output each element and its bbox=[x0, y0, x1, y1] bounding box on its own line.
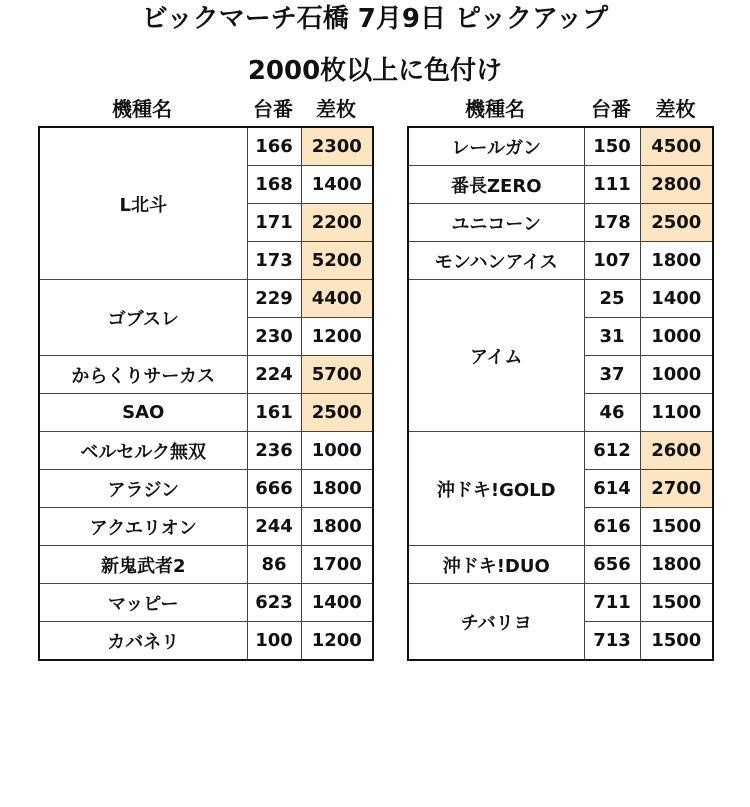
left-header-diff: 差枚 bbox=[316, 97, 356, 121]
machine-name-cell: アラジン bbox=[39, 470, 247, 508]
machine-number-cell: 229 bbox=[247, 280, 301, 318]
table-row bbox=[408, 204, 713, 242]
table-row bbox=[39, 508, 373, 546]
machine-number-cell: 244 bbox=[247, 508, 301, 546]
coin-diff-cell: 1700 bbox=[301, 546, 373, 584]
table-row bbox=[408, 127, 713, 166]
machine-name-cell: モンハンアイス bbox=[408, 242, 584, 280]
page-title: ビックマーチ石橋 7月9日 ピックアップ bbox=[141, 4, 609, 34]
coin-diff-cell: 1400 bbox=[301, 166, 373, 204]
machine-number-cell: 171 bbox=[247, 204, 301, 242]
table-row bbox=[39, 546, 373, 584]
machine-number-cell: 616 bbox=[584, 508, 640, 546]
machine-name-cell: ベルセルク無双 bbox=[39, 432, 247, 470]
coin-diff-cell: 2500 bbox=[301, 394, 373, 432]
machine-number-cell: 173 bbox=[247, 242, 301, 280]
coin-diff-cell: 2200 bbox=[301, 204, 373, 242]
machine-name-cell: からくりサーカス bbox=[39, 356, 247, 394]
machine-number-cell: 623 bbox=[247, 584, 301, 622]
machine-name-cell: ゴブスレ bbox=[39, 280, 247, 356]
machine-name-cell: ユニコーン bbox=[408, 204, 584, 242]
coin-diff-cell: 1000 bbox=[301, 432, 373, 470]
table-row bbox=[408, 584, 713, 622]
table-row bbox=[39, 280, 373, 318]
coin-diff-cell: 1200 bbox=[301, 318, 373, 356]
machine-name-cell: レールガン bbox=[408, 127, 584, 166]
machine-number-cell: 166 bbox=[247, 127, 301, 166]
coin-diff-cell: 2500 bbox=[640, 204, 713, 242]
coin-diff-cell: 1500 bbox=[640, 584, 713, 622]
machine-number-cell: 711 bbox=[584, 584, 640, 622]
coin-diff-cell: 2800 bbox=[640, 166, 713, 204]
machine-number-cell: 161 bbox=[247, 394, 301, 432]
machine-name-cell: 沖ドキ!GOLD bbox=[408, 432, 584, 546]
machine-number-cell: 612 bbox=[584, 432, 640, 470]
machine-number-cell: 31 bbox=[584, 318, 640, 356]
coin-diff-cell: 1500 bbox=[640, 508, 713, 546]
machine-number-cell: 168 bbox=[247, 166, 301, 204]
machine-number-cell: 236 bbox=[247, 432, 301, 470]
coin-diff-cell: 1000 bbox=[640, 356, 713, 394]
table-row bbox=[39, 622, 373, 661]
coin-diff-cell: 4400 bbox=[301, 280, 373, 318]
coin-diff-cell: 1800 bbox=[640, 546, 713, 584]
machine-name-cell: アクエリオン bbox=[39, 508, 247, 546]
table-row bbox=[39, 470, 373, 508]
machine-number-cell: 107 bbox=[584, 242, 640, 280]
page-subtitle: 2000枚以上に色付け bbox=[247, 56, 503, 86]
table-row bbox=[39, 394, 373, 432]
coin-diff-cell: 1800 bbox=[640, 242, 713, 280]
machine-number-cell: 656 bbox=[584, 546, 640, 584]
machine-name-cell: カバネリ bbox=[39, 622, 247, 661]
machine-number-cell: 86 bbox=[247, 546, 301, 584]
table-row bbox=[39, 584, 373, 622]
coin-diff-cell: 1800 bbox=[301, 470, 373, 508]
machine-name-cell: 沖ドキ!DUO bbox=[408, 546, 584, 584]
table-row bbox=[408, 166, 713, 204]
right-header-machine: 機種名 bbox=[465, 97, 525, 121]
coin-diff-cell: 4500 bbox=[640, 127, 713, 166]
machine-name-cell: 番長ZERO bbox=[408, 166, 584, 204]
coin-diff-cell: 2300 bbox=[301, 127, 373, 166]
table-row bbox=[408, 280, 713, 318]
table-row bbox=[39, 432, 373, 470]
machine-number-cell: 713 bbox=[584, 622, 640, 661]
coin-diff-cell: 1400 bbox=[301, 584, 373, 622]
left-data-table bbox=[38, 126, 374, 661]
coin-diff-cell: 5700 bbox=[301, 356, 373, 394]
machine-name-cell: L北斗 bbox=[39, 127, 247, 280]
machine-number-cell: 100 bbox=[247, 622, 301, 661]
left-header-number: 台番 bbox=[253, 97, 293, 121]
coin-diff-cell: 1800 bbox=[301, 508, 373, 546]
table-row bbox=[408, 546, 713, 584]
coin-diff-cell: 1200 bbox=[301, 622, 373, 661]
right-data-table bbox=[407, 126, 714, 661]
machine-name-cell: 新鬼武者2 bbox=[39, 546, 247, 584]
machine-number-cell: 150 bbox=[584, 127, 640, 166]
machine-number-cell: 46 bbox=[584, 394, 640, 432]
machine-number-cell: 614 bbox=[584, 470, 640, 508]
right-header-number: 台番 bbox=[591, 97, 631, 121]
coin-diff-cell: 1400 bbox=[640, 280, 713, 318]
right-header-diff: 差枚 bbox=[655, 97, 696, 121]
left-header-machine: 機種名 bbox=[112, 97, 172, 121]
coin-diff-cell: 2700 bbox=[640, 470, 713, 508]
coin-diff-cell: 1100 bbox=[640, 394, 713, 432]
coin-diff-cell: 2600 bbox=[640, 432, 713, 470]
machine-number-cell: 666 bbox=[247, 470, 301, 508]
machine-name-cell: アイム bbox=[408, 280, 584, 432]
machine-name-cell: SAO bbox=[39, 394, 247, 432]
coin-diff-cell: 1500 bbox=[640, 622, 713, 661]
machine-name-cell: チバリヨ bbox=[408, 584, 584, 661]
coin-diff-cell: 5200 bbox=[301, 242, 373, 280]
coin-diff-cell: 1000 bbox=[640, 318, 713, 356]
table-row bbox=[408, 242, 713, 280]
machine-number-cell: 111 bbox=[584, 166, 640, 204]
machine-name-cell: マッピー bbox=[39, 584, 247, 622]
table-row bbox=[408, 432, 713, 470]
table-row bbox=[39, 356, 373, 394]
machine-number-cell: 230 bbox=[247, 318, 301, 356]
table-row bbox=[39, 127, 373, 166]
machine-number-cell: 178 bbox=[584, 204, 640, 242]
machine-number-cell: 37 bbox=[584, 356, 640, 394]
machine-number-cell: 25 bbox=[584, 280, 640, 318]
machine-number-cell: 224 bbox=[247, 356, 301, 394]
